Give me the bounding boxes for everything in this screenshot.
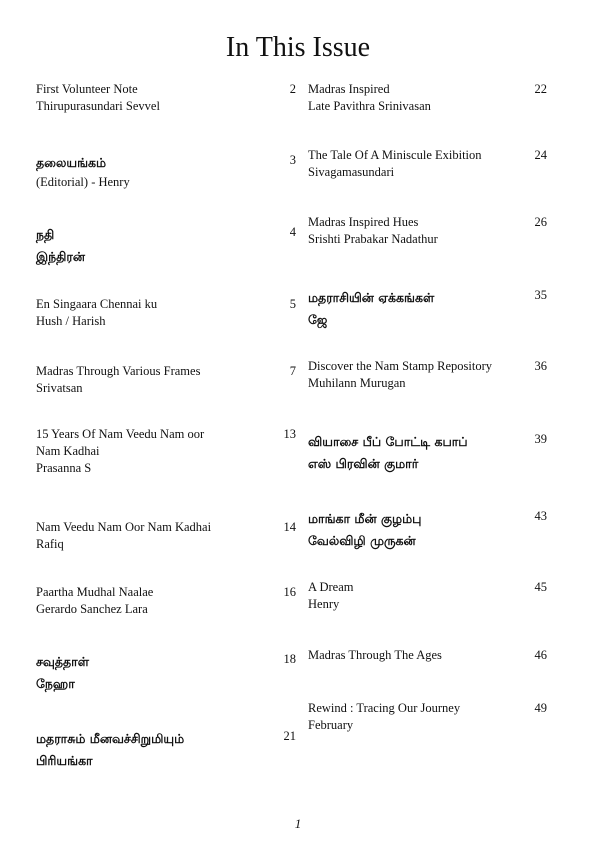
toc-entry-text (308, 81, 518, 115)
toc-entry-title: Rewind : Tracing Our Journey (308, 701, 461, 715)
toc-entry-author: நேஹா (36, 676, 75, 691)
toc-entry-text (308, 508, 518, 552)
toc-entry-text (36, 296, 251, 330)
toc-entry-text (36, 224, 251, 268)
toc-entry-text (308, 431, 518, 475)
toc-entry-title: தலையங்கம் (36, 155, 107, 170)
toc-entry-author: ஜே (308, 312, 328, 327)
toc-page-number: 4 (289, 225, 296, 239)
toc-entry-title: மதராசியின் ஏக்கங்கள் (308, 290, 435, 305)
toc-entry-title: The Tale Of A Miniscule Exibition (308, 148, 482, 162)
toc-entry-text (308, 579, 518, 613)
toc-page-number: 43 (534, 509, 547, 523)
toc-entry-title: First Volunteer Note (36, 82, 138, 96)
toc-entry-title: Madras Through Various Frames (36, 364, 201, 378)
toc-entry-author: Hush / Harish (36, 314, 106, 328)
toc-entry-text (36, 584, 251, 618)
toc-entry-author: இந்திரன் (36, 249, 85, 264)
toc-page-number: 35 (534, 288, 547, 302)
toc-entry-author: Srivatsan (36, 381, 83, 395)
toc-entry-text (308, 147, 518, 181)
toc-page-number: 2 (289, 82, 296, 96)
toc-entry-title: Nam Veedu Nam Oor Nam Kadhai (36, 520, 212, 534)
toc-entry-author: Late Pavithra Srinivasan (308, 99, 431, 113)
toc-entry-title: Madras Inspired Hues (308, 215, 419, 229)
toc-entry-text (36, 728, 251, 772)
toc-entry-text (308, 214, 518, 248)
toc-entry-title: 15 Years Of Nam Veedu Nam oor (36, 427, 205, 441)
toc-entry-title: மாங்கா மீன் குழம்பு (308, 511, 422, 526)
toc-entry-author: Muhilann Murugan (308, 376, 406, 390)
toc-entry-title: Paartha Mudhal Naalae (36, 585, 154, 599)
toc-entry-title: வியாசை பீப் போட்டி கபாப் (308, 434, 468, 449)
toc-entry-author: Srishti Prabakar Nadathur (308, 232, 438, 246)
toc-entry-author: Rafiq (36, 537, 64, 551)
toc-entry-title: A Dream (308, 580, 354, 594)
toc-page-number: 21 (283, 729, 296, 743)
toc-entry-author: Gerardo Sanchez Lara (36, 602, 148, 616)
toc-page-number: 36 (534, 359, 547, 373)
toc-entry-text (36, 426, 251, 477)
toc-page-number: 39 (534, 432, 547, 446)
toc-page-number: 22 (534, 82, 547, 96)
toc-entry-text (36, 363, 251, 397)
toc-page-number: 13 (283, 427, 296, 441)
toc-entry-author: வேல்விழி முருகன் (308, 533, 416, 548)
toc-entry-text (308, 287, 518, 331)
toc-entry-title: Discover the Nam Stamp Repository (308, 359, 492, 373)
toc-entry-author: எஸ் பிரவின் குமார் (308, 456, 419, 471)
toc-entry-text (36, 519, 251, 553)
toc-page-number: 26 (534, 215, 547, 229)
toc-entry-text (308, 700, 518, 734)
toc-entry-text (308, 358, 518, 392)
toc-page-number: 45 (534, 580, 547, 594)
toc-entry-text (308, 647, 518, 664)
toc-entry-text (36, 152, 251, 191)
toc-entry-title: நதி (36, 227, 55, 242)
page-number-footer: 1 (294, 816, 302, 831)
toc-entry-title: Madras Inspired (308, 82, 390, 96)
toc-page-number: 3 (289, 153, 296, 167)
toc-entry-author: Thirupurasundari Sevvel (36, 99, 160, 113)
toc-entry-title: En Singaara Chennai ku (36, 297, 158, 311)
page-title: In This Issue (225, 32, 371, 63)
toc-entry-title: Madras Through The Ages (308, 648, 442, 662)
toc-page-number: 14 (283, 520, 296, 534)
toc-entry-author: Henry (308, 597, 340, 611)
toc-entry-text (36, 81, 251, 115)
toc-entry-author: Prasanna S (36, 461, 92, 475)
toc-page-number: 49 (534, 701, 547, 715)
toc-entry-author: Sivagamasundari (308, 165, 395, 179)
toc-page-number: 24 (534, 148, 547, 162)
toc-entry-author: பிரியங்கா (36, 753, 93, 768)
toc-page-number: 46 (534, 648, 547, 662)
toc-entry-author: February (308, 718, 354, 732)
toc-entry-author: Nam Kadhai (36, 444, 100, 458)
toc-page-number: 7 (289, 364, 296, 378)
toc-entry-author: (Editorial) - Henry (36, 175, 130, 189)
toc-page-number: 18 (283, 652, 296, 666)
toc-page-number: 16 (283, 585, 296, 599)
toc-entry-title: மதராசும் மீனவச்சிறுமியும் (36, 731, 185, 746)
toc-entry-text (36, 651, 251, 695)
toc-entry-title: சவுத்தாள் (36, 654, 89, 669)
toc-page-number: 5 (289, 297, 296, 311)
